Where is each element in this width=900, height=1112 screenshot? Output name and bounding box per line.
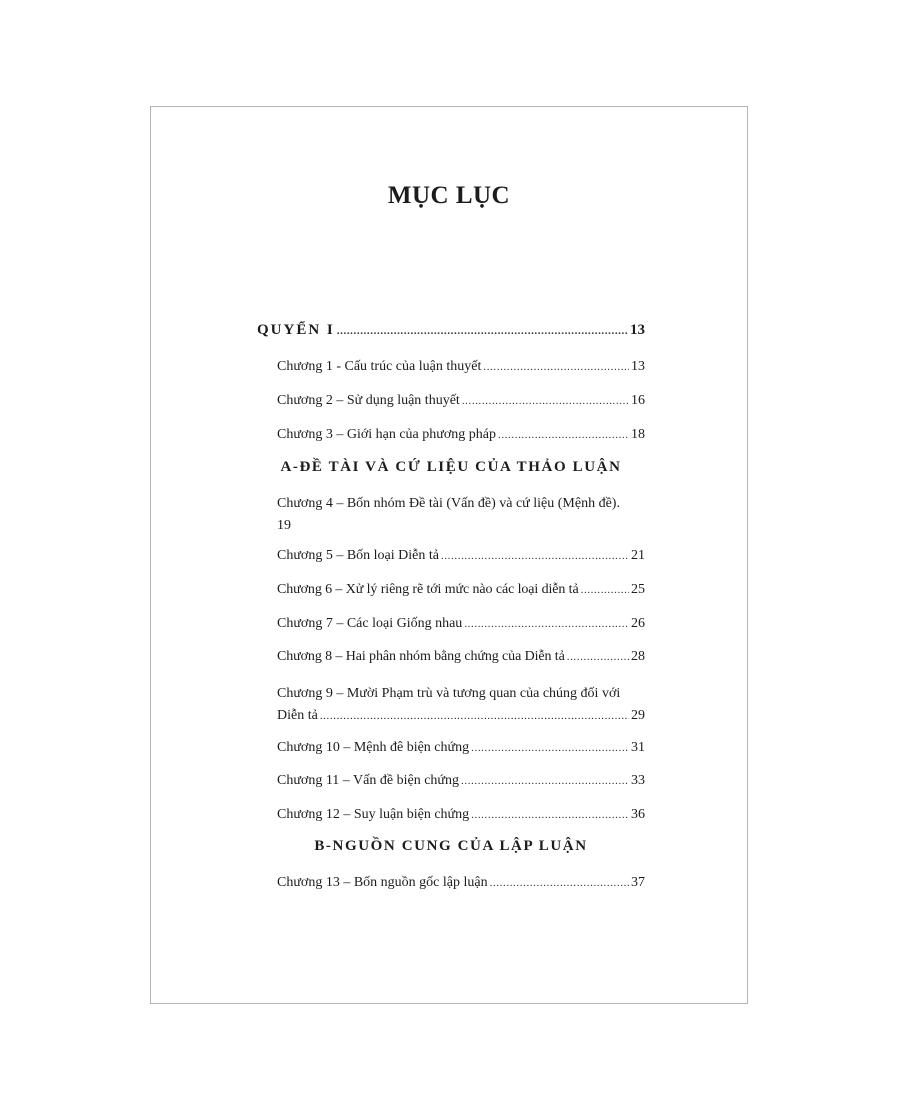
toc-entry-wrapped[interactable] [277,493,645,537]
toc-page-number: 36 [631,807,645,822]
toc-entry-label: Chương 3 – Giới hạn của phương pháp [277,427,496,442]
toc-part-label: QUYỂN I [257,322,335,338]
toc-page-number: 13 [630,322,645,338]
toc-page-number: 31 [631,740,645,755]
toc-entry-label: Chương 12 – Suy luận biện chứng [277,807,470,822]
toc-page-number: 37 [631,875,645,890]
dot-leader [441,550,629,562]
dot-leader [471,809,629,821]
section-heading-b: B-NGUỒN CUNG CỦA LẬP LUẬN [314,838,588,854]
toc-page-number: 18 [631,427,645,442]
dot-leader [461,775,629,787]
toc-entry[interactable] [277,649,645,665]
toc-part-entry[interactable] [257,322,645,339]
toc-page-number: 29 [631,708,645,723]
toc-entry-label: Chương 11 – Vấn đề biện chứng [277,773,459,788]
toc-page-number: 13 [631,359,645,374]
dot-leader [471,742,629,754]
toc-entry[interactable] [277,616,645,632]
book-page [150,106,748,1004]
toc-entry[interactable] [277,740,645,756]
toc-entry[interactable] [277,807,645,823]
dot-leader [464,618,629,630]
toc-entry-label: Chương 6 – Xử lý riêng rẽ tới mức nào các loại diễn tả [277,582,579,597]
page-title: MỤC LỤC [387,182,511,209]
toc-entry-label: Chương 13 – Bốn nguồn gốc lập luận [277,875,488,890]
toc-entry-label: Chương 9 – Mười Phạm trù và tương quan của chúng đối với [277,686,621,701]
toc-entry[interactable] [277,875,645,891]
toc-entry-label: Chương 2 – Sử dụng luận thuyết [277,393,460,408]
toc-entry[interactable] [277,582,645,598]
toc-entry[interactable] [277,393,645,409]
toc-page-number: 21 [631,548,645,563]
toc-entry-label: Chương 7 – Các loại Giống nhau [277,616,463,631]
toc-page-number: 16 [631,393,645,408]
dot-leader [498,429,629,441]
toc-entry-label: Chương 5 – Bốn loại Diễn tả [277,548,439,563]
dot-leader [490,877,629,889]
toc-page-number: 25 [631,582,645,597]
dot-leader [462,395,629,407]
toc-page-number: 28 [631,649,645,664]
section-heading-a: A-ĐỀ TÀI VÀ CỨ LIỆU CỦA THẢO LUẬN [280,459,622,475]
dot-leader [567,651,629,663]
toc-page-number: 26 [631,616,645,631]
toc-entry[interactable] [277,359,645,375]
toc-entry[interactable] [277,548,645,564]
toc-page-number: 19 [277,518,291,533]
toc-entry-label: Chương 10 – Mệnh đê biện chứng [277,740,470,755]
dot-leader [581,584,629,596]
toc-entry-label-continued: Diễn tả [277,708,318,723]
toc-entry-label: Chương 1 - Cấu trúc của luận thuyết [277,359,482,374]
dot-leader [320,705,629,727]
toc-entry-label: Chương 4 – Bốn nhóm Đề tài (Vấn đề) và cứ liệu (Mệnh đề). [277,496,620,511]
toc-entry[interactable] [277,427,645,443]
toc-page-number: 33 [631,773,645,788]
toc-entry-label: Chương 8 – Hai phân nhóm bằng chứng của Diễn tả [277,649,565,664]
toc-entry[interactable] [277,773,645,789]
dot-leader [337,325,628,337]
dot-leader [483,361,629,373]
toc-entry-wrapped[interactable] [277,683,645,727]
